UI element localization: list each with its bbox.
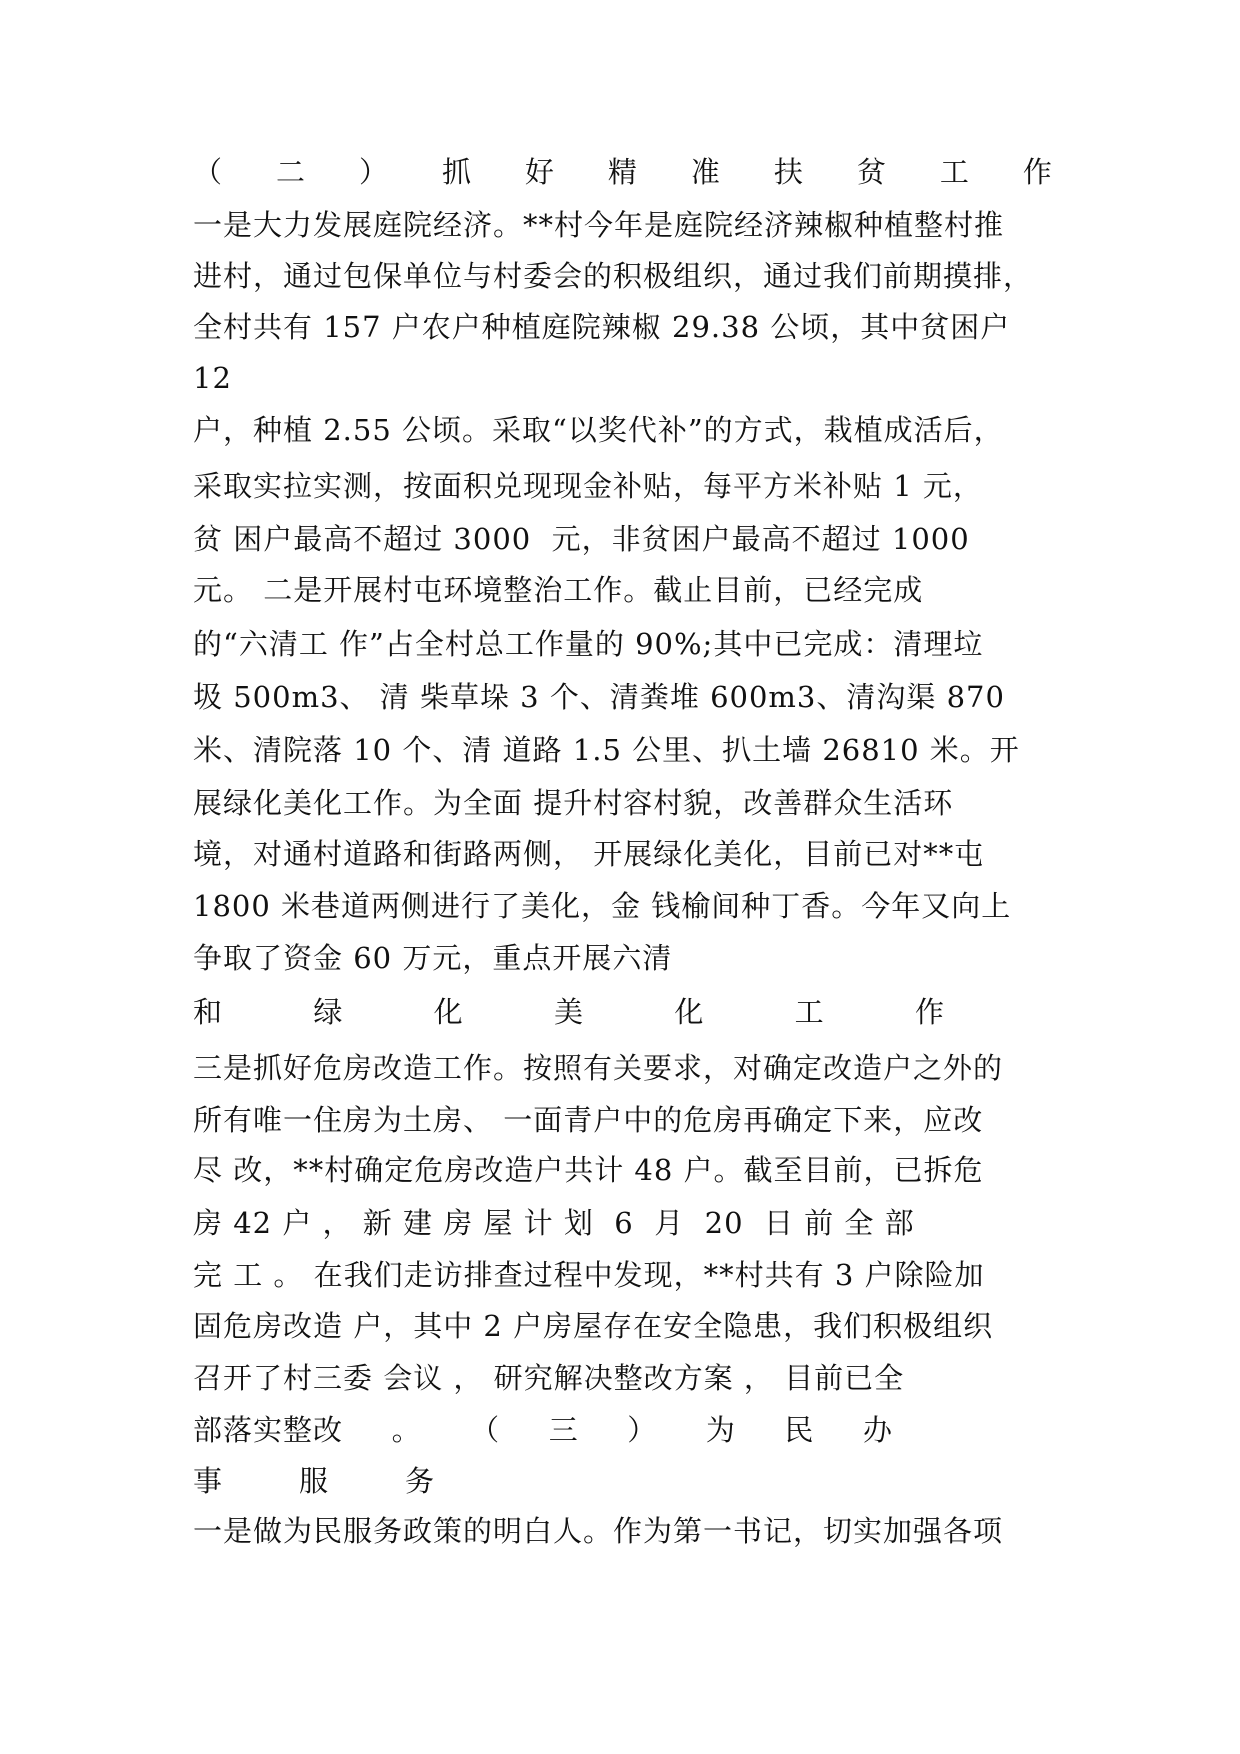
body-text-line: 境，对通村道路和街路两侧， 开展绿化美化，目前已对**屯 xyxy=(193,837,985,871)
body-text-line: 尽 改，**村确定危房改造户共计 48 户。截至目前，已拆危 xyxy=(193,1153,984,1187)
body-text-line: 房 42 户 ， 新 建 房 屋 计 划 6 月 20 日 前 全 部 xyxy=(193,1206,915,1240)
heading-char: 办 xyxy=(862,1413,893,1447)
heading-char: （ xyxy=(193,155,224,189)
body-text-line: 进村，通过包保单位与村委会的积极组织，通过我们前期摸排， xyxy=(193,259,1034,293)
heading-char: 民 xyxy=(784,1413,815,1447)
body-text-line: 采取实拉实测，按面积兑现现金补贴，每平方米补贴 1 元， xyxy=(193,469,983,503)
heading-char: 三 xyxy=(548,1413,579,1447)
body-text-line: 1800 米巷道两侧进行了美化，金 钱榆间种丁香。今年又向上 xyxy=(193,889,1012,923)
body-text-line: 全村共有 157 户农户种植庭院辣椒 29.38 公顷，其中贫困户 xyxy=(193,310,1011,344)
heading-char: 贫 xyxy=(856,155,887,189)
body-text-line: 所有唯一住房为土房、 一面青户中的危房再确定下来，应改 xyxy=(193,1103,984,1137)
heading-char: 工 xyxy=(939,155,970,189)
section-heading-3-continued xyxy=(193,1461,435,1501)
heading-char: ） xyxy=(627,1413,658,1447)
heading-char: 服 xyxy=(298,1464,329,1498)
body-text-line: 米、清院落 10 个、清 道路 1.5 公里、扒土墙 26810 米。开 xyxy=(193,733,1020,767)
heading-char: 精 xyxy=(607,155,638,189)
heading-char: 事 xyxy=(193,1464,224,1498)
body-text-line: 完 工 。 在我们走访排查过程中发现，**村共有 3 户除险加 xyxy=(193,1258,985,1292)
body-text-line: 一是做为民服务政策的明白人。作为第一书记，切实加强各项 xyxy=(193,1514,1004,1548)
body-text-line: 召开了村三委 会议 ， 研究解决整改方案 ， 目前已全 xyxy=(193,1361,905,1395)
justified-text-line xyxy=(193,992,945,1032)
heading-char: 部落实整改 xyxy=(193,1413,344,1447)
spaced-char: 工 xyxy=(794,995,825,1029)
body-text-line: 一是大力发展庭院经济。**村今年是庭院经济辣椒种植整村推 xyxy=(193,208,1005,242)
body-text-line: 争取了资金 60 万元，重点开展六清 xyxy=(193,941,673,975)
heading-char: 抓 xyxy=(441,155,472,189)
heading-char: （ xyxy=(470,1413,501,1447)
body-text-line: 的“六清工 作”占全村总工作量的 90%;其中已完成：清理垃 xyxy=(193,627,984,661)
heading-char: 。 xyxy=(391,1413,422,1447)
spaced-char: 化 xyxy=(674,995,705,1029)
body-text-line: 贫 困户最高不超过 3000 元，非贫困户最高不超过 1000 xyxy=(193,522,970,556)
body-text-line: 元。 二是开展村屯环境整治工作。截止目前，已经完成 xyxy=(193,573,924,607)
heading-char: 扶 xyxy=(773,155,804,189)
heading-char: 准 xyxy=(690,155,721,189)
heading-char: 好 xyxy=(524,155,555,189)
section-heading-3 xyxy=(193,1410,893,1450)
body-text-line: 12 xyxy=(193,361,232,395)
body-text-line: 户，种植 2.55 公顷。采取“以奖代补”的方式，栽植成活后， xyxy=(193,413,1004,447)
spaced-char: 和 xyxy=(193,995,224,1029)
body-text-line: 圾 500m3、 清 柴草垛 3 个、清粪堆 600m3、清沟渠 870 xyxy=(193,680,1005,714)
heading-char: 为 xyxy=(705,1413,736,1447)
spaced-char: 化 xyxy=(433,995,464,1029)
body-text-line: 展绿化美化工作。为全面 提升村容村貌，改善群众生活环 xyxy=(193,786,954,820)
heading-char: 务 xyxy=(404,1464,435,1498)
spaced-char: 作 xyxy=(914,995,945,1029)
spaced-char: 绿 xyxy=(313,995,344,1029)
body-text-line: 固危房改造 户，其中 2 户房屋存在安全隐患，我们积极组织 xyxy=(193,1309,994,1343)
spaced-char: 美 xyxy=(553,995,584,1029)
heading-char: ） xyxy=(358,155,389,189)
body-text-line: 三是抓好危房改造工作。按照有关要求，对确定改造户之外的 xyxy=(193,1051,1004,1085)
heading-char: 二 xyxy=(275,155,306,189)
heading-char: 作 xyxy=(1022,155,1053,189)
section-heading-2 xyxy=(193,152,1053,192)
